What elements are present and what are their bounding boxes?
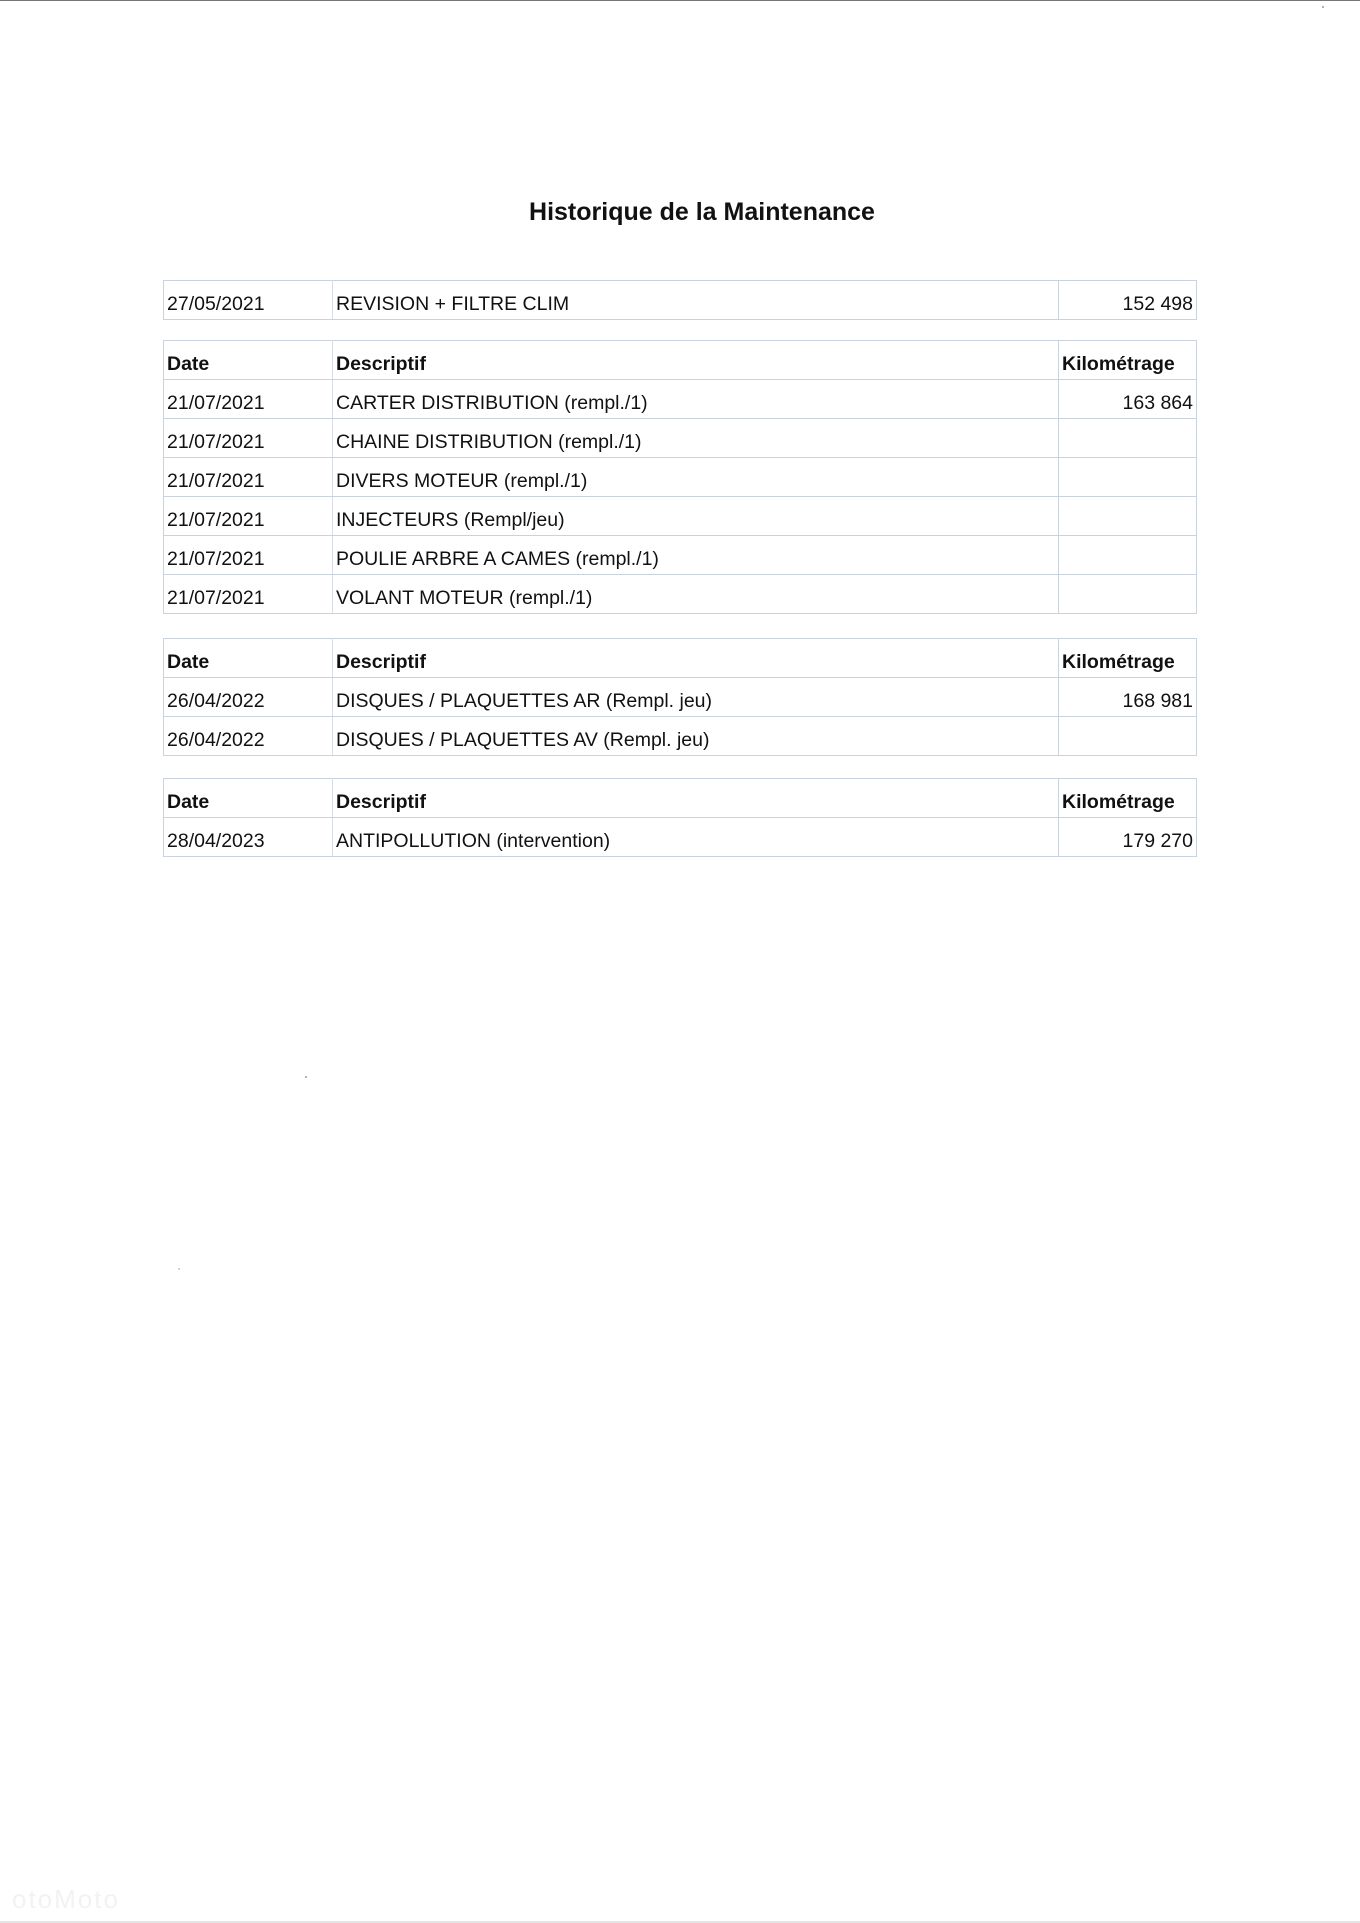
kilometrage-cell <box>1059 419 1197 458</box>
header-descriptif: Descriptif <box>333 779 1059 818</box>
header-kilometrage: Kilométrage <box>1059 779 1197 818</box>
header-date: Date <box>164 779 333 818</box>
maintenance-block-4 <box>163 778 1197 857</box>
table-row <box>164 380 1197 419</box>
table-row <box>164 419 1197 458</box>
scan-speck <box>178 1268 180 1270</box>
kilometrage-cell <box>1059 575 1197 614</box>
date-cell: 21/07/2021 <box>164 419 333 458</box>
header-descriptif: Descriptif <box>333 341 1059 380</box>
descriptif-cell: REVISION + FILTRE CLIM <box>333 281 1059 320</box>
date-cell: 21/07/2021 <box>164 380 333 419</box>
table-row <box>164 281 1197 320</box>
table-header-row <box>164 779 1197 818</box>
descriptif-cell: DISQUES / PLAQUETTES AV (Rempl. jeu) <box>333 717 1059 756</box>
table-row <box>164 678 1197 717</box>
kilometrage-cell <box>1059 497 1197 536</box>
table-row <box>164 458 1197 497</box>
kilometrage-cell: 168 981 <box>1059 678 1197 717</box>
header-descriptif: Descriptif <box>333 639 1059 678</box>
kilometrage-cell <box>1059 717 1197 756</box>
descriptif-cell: POULIE ARBRE A CAMES (rempl./1) <box>333 536 1059 575</box>
date-cell: 26/04/2022 <box>164 678 333 717</box>
descriptif-cell: DISQUES / PLAQUETTES AR (Rempl. jeu) <box>333 678 1059 717</box>
kilometrage-cell <box>1059 536 1197 575</box>
table-row <box>164 536 1197 575</box>
table-row <box>164 818 1197 857</box>
date-cell: 21/07/2021 <box>164 536 333 575</box>
descriptif-cell: DIVERS MOTEUR (rempl./1) <box>333 458 1059 497</box>
maintenance-block-2 <box>163 340 1197 614</box>
descriptif-cell: ANTIPOLLUTION (intervention) <box>333 818 1059 857</box>
table-row <box>164 497 1197 536</box>
descriptif-cell: VOLANT MOTEUR (rempl./1) <box>333 575 1059 614</box>
scan-speck <box>1322 6 1324 8</box>
maintenance-block-1 <box>163 280 1197 320</box>
header-date: Date <box>164 341 333 380</box>
scan-speck <box>305 1076 307 1078</box>
table-row <box>164 575 1197 614</box>
kilometrage-cell: 152 498 <box>1059 281 1197 320</box>
header-kilometrage: Kilométrage <box>1059 341 1197 380</box>
watermark-logo: otoMoto <box>12 1884 120 1914</box>
kilometrage-cell <box>1059 458 1197 497</box>
descriptif-cell: INJECTEURS (Rempl/jeu) <box>333 497 1059 536</box>
table-header-row <box>164 341 1197 380</box>
maintenance-block-3 <box>163 638 1197 756</box>
header-kilometrage: Kilométrage <box>1059 639 1197 678</box>
scan-top-edge <box>0 0 1360 1</box>
date-cell: 27/05/2021 <box>164 281 333 320</box>
descriptif-cell: CHAINE DISTRIBUTION (rempl./1) <box>333 419 1059 458</box>
header-date: Date <box>164 639 333 678</box>
date-cell: 21/07/2021 <box>164 497 333 536</box>
kilometrage-cell: 179 270 <box>1059 818 1197 857</box>
date-cell: 21/07/2021 <box>164 458 333 497</box>
date-cell: 28/04/2023 <box>164 818 333 857</box>
descriptif-cell: CARTER DISTRIBUTION (rempl./1) <box>333 380 1059 419</box>
kilometrage-cell: 163 864 <box>1059 380 1197 419</box>
table-row <box>164 717 1197 756</box>
table-header-row <box>164 639 1197 678</box>
date-cell: 26/04/2022 <box>164 717 333 756</box>
date-cell: 21/07/2021 <box>164 575 333 614</box>
page-title: Historique de la Maintenance <box>529 198 875 226</box>
